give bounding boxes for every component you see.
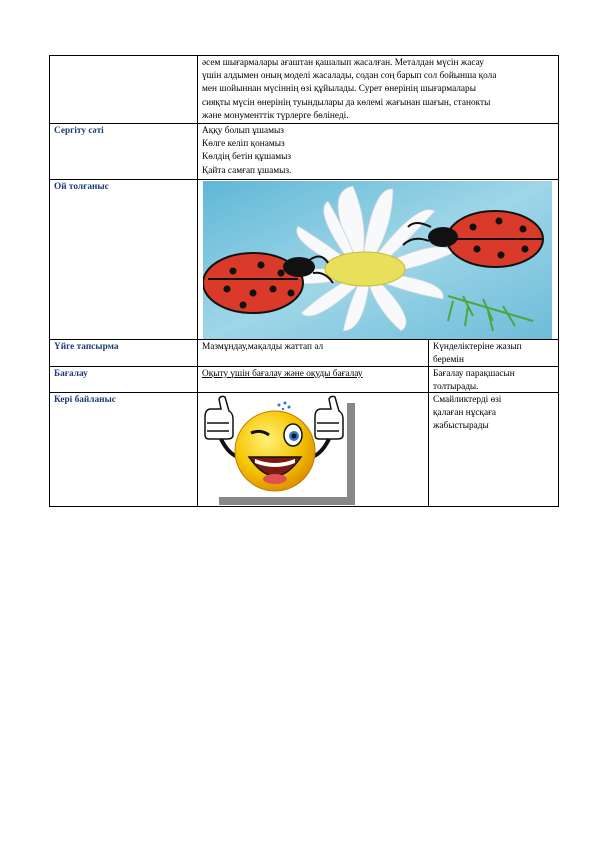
text-line: сияқты мүсін өнерінің туындылары да көлемі жағынан шағын, станокты <box>202 97 491 108</box>
sergitu-text <box>202 125 291 178</box>
table-border <box>49 55 50 507</box>
uige-content: Мазмұндау,мақалды жаттап ал <box>202 342 324 352</box>
keri-note <box>433 394 501 434</box>
uige-label: Үйге тапсырма <box>54 342 119 352</box>
table-border <box>49 179 558 180</box>
bagalau-content: Оқыту үшін бағалау және оқуды бағалау <box>202 369 363 379</box>
text-line: Қайта самғап ұшамыз. <box>202 165 292 176</box>
table-border <box>428 339 429 507</box>
table-border <box>49 506 558 507</box>
text-line: Смайликтерді өзі <box>433 395 502 405</box>
text-line: үшін алдымен оның моделі жасалады, содан соң барып сол бойынша қола <box>202 71 497 82</box>
text-line: Аққу болып ұшамыз <box>202 126 284 136</box>
ladybug-daisy-picture <box>203 181 552 339</box>
top-row-text <box>202 57 552 123</box>
text-line: мен шойыннан мүсіннің өзі құйылады. Сурет өнерінің шығармалары <box>202 84 476 95</box>
bagalau-note <box>433 368 515 394</box>
text-line: Бағалау парақшасын <box>433 369 515 379</box>
bagalau-label: Бағалау <box>54 369 88 379</box>
uige-note <box>433 341 522 367</box>
text-line: Күнделіктеріне жазып <box>433 342 522 352</box>
text-line: қалаған нұсқаға <box>433 408 497 419</box>
text-line: толтырады. <box>433 382 479 393</box>
text-line: беремін <box>433 355 464 366</box>
text-line: Көлдің бетін құшамыз <box>202 152 292 163</box>
table-border <box>49 339 558 340</box>
table-border <box>49 55 558 56</box>
smiley-picture <box>199 395 359 505</box>
text-line: әсем шығармалары ағаштан қашалып жасалған. Металдан мүсін жасау <box>202 58 484 68</box>
text-line: және монументтік түрлерге бөлінеді. <box>202 110 349 121</box>
text-line: жабыстырады <box>433 421 489 432</box>
sergitu-label: Сергіту сәті <box>54 126 104 136</box>
table-border <box>49 123 558 124</box>
keri-label: Кері байланыс <box>54 395 116 405</box>
text-line: Көлге келіп қонамыз <box>202 139 285 150</box>
oi-label: Ой толғаныс <box>54 182 109 192</box>
table-border <box>197 55 198 507</box>
table-border <box>558 55 559 507</box>
